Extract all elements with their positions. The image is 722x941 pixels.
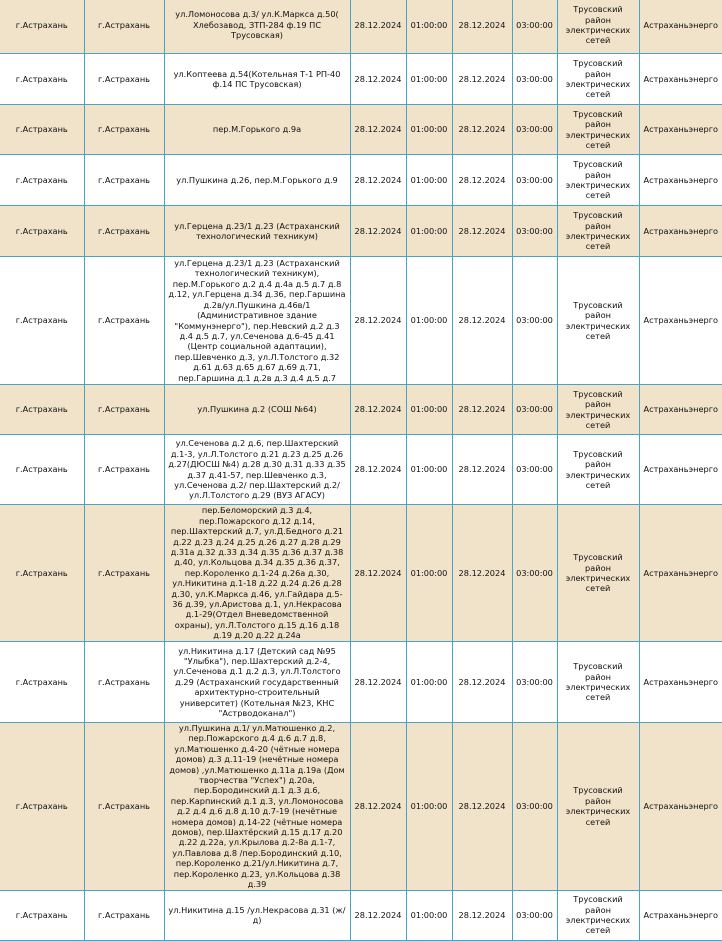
settlement-cell: г.Астрахань: [84, 505, 164, 642]
district-cell: Трусовский район электрических сетей: [557, 206, 639, 257]
end-time-cell: 03:00:00: [512, 435, 557, 505]
city-cell: г.Астрахань: [0, 0, 84, 54]
end-date-cell: 28.12.2024: [452, 206, 512, 257]
start-date-cell: 28.12.2024: [350, 642, 406, 723]
district-cell: Трусовский район электрических сетей: [557, 890, 639, 940]
city-cell: г.Астрахань: [0, 505, 84, 642]
settlement-cell: г.Астрахань: [84, 54, 164, 105]
start-time-cell: 01:00:00: [406, 105, 452, 155]
start-date-cell: 28.12.2024: [350, 890, 406, 940]
district-cell: Трусовский район электрических сетей: [557, 257, 639, 385]
end-date-cell: 28.12.2024: [452, 642, 512, 723]
end-time-cell: 03:00:00: [512, 206, 557, 257]
company-cell: Астраханьэнерго: [639, 435, 722, 505]
district-cell: Трусовский район электрических сетей: [557, 505, 639, 642]
settlement-cell: г.Астрахань: [84, 0, 164, 54]
district-cell: Трусовский район электрических сетей: [557, 105, 639, 155]
settlement-cell: г.Астрахань: [84, 206, 164, 257]
start-date-cell: 28.12.2024: [350, 505, 406, 642]
table-row: [0, 890, 722, 940]
address-cell: ул.Коптеева д.54(Котельная Т-1 РП-40 ф.14 ПС Трусовская): [164, 54, 350, 105]
company-cell: Астраханьэнерго: [639, 105, 722, 155]
end-time-cell: 03:00:00: [512, 0, 557, 54]
settlement-cell: г.Астрахань: [84, 642, 164, 723]
end-date-cell: 28.12.2024: [452, 385, 512, 435]
city-cell: г.Астрахань: [0, 206, 84, 257]
start-time-cell: 01:00:00: [406, 257, 452, 385]
city-cell: г.Астрахань: [0, 723, 84, 891]
end-time-cell: 03:00:00: [512, 505, 557, 642]
address-cell: ул.Пушкина д.2 (СОШ №64): [164, 385, 350, 435]
settlement-cell: г.Астрахань: [84, 890, 164, 940]
address-cell: ул.Герцена д.23/1 д.23 (Астраханский технологический техникум): [164, 206, 350, 257]
settlement-cell: г.Астрахань: [84, 105, 164, 155]
end-date-cell: 28.12.2024: [452, 155, 512, 206]
end-date-cell: 28.12.2024: [452, 54, 512, 105]
start-date-cell: 28.12.2024: [350, 723, 406, 891]
start-time-cell: 01:00:00: [406, 54, 452, 105]
company-cell: Астраханьэнерго: [639, 206, 722, 257]
start-date-cell: 28.12.2024: [350, 385, 406, 435]
start-date-cell: 28.12.2024: [350, 257, 406, 385]
city-cell: г.Астрахань: [0, 105, 84, 155]
settlement-cell: г.Астрахань: [84, 385, 164, 435]
table-row: [0, 435, 722, 505]
table-row: [0, 257, 722, 385]
table-row: [0, 505, 722, 642]
end-date-cell: 28.12.2024: [452, 723, 512, 891]
company-cell: Астраханьэнерго: [639, 723, 722, 891]
city-cell: г.Астрахань: [0, 385, 84, 435]
company-cell: Астраханьэнерго: [639, 155, 722, 206]
district-cell: Трусовский район электрических сетей: [557, 0, 639, 54]
end-time-cell: 03:00:00: [512, 257, 557, 385]
start-time-cell: 01:00:00: [406, 505, 452, 642]
district-cell: Трусовский район электрических сетей: [557, 54, 639, 105]
settlement-cell: г.Астрахань: [84, 155, 164, 206]
table-row: [0, 54, 722, 105]
district-cell: Трусовский район электрических сетей: [557, 155, 639, 206]
district-cell: Трусовский район электрических сетей: [557, 723, 639, 891]
settlement-cell: г.Астрахань: [84, 257, 164, 385]
table-row: [0, 105, 722, 155]
city-cell: г.Астрахань: [0, 155, 84, 206]
district-cell: Трусовский район электрических сетей: [557, 385, 639, 435]
start-time-cell: 01:00:00: [406, 155, 452, 206]
end-time-cell: 03:00:00: [512, 385, 557, 435]
district-cell: Трусовский район электрических сетей: [557, 642, 639, 723]
table-row: [0, 642, 722, 723]
start-date-cell: 28.12.2024: [350, 0, 406, 54]
address-cell: ул.Герцена д.23/1 д.23 (Астраханский технологический техникум), пер.М.Горького д.2 д.4 д.4а д.5 д.7 д.8 д.12, ул.Герцена д.34 д.36, пер.Гаршина д.2в/ул.Пушкина д.46в/1 (Административное здание "Коммунэнерго"), пер.Невский д.2 д.3 д.4 д.5 д.7, ул.Сеченова д.6-45 д.41 (Центр социальной адаптации), пер.Шевченко д.3, ул.Л.Толстого д.32 д.61 д.63 д.65 д.67 д.69 д.71, пер.Гаршина д.1 д.2в д.3 д.4 д.5 д.7: [164, 257, 350, 385]
start-time-cell: 01:00:00: [406, 385, 452, 435]
start-time-cell: 01:00:00: [406, 723, 452, 891]
start-time-cell: 01:00:00: [406, 0, 452, 54]
settlement-cell: г.Астрахань: [84, 723, 164, 891]
start-time-cell: 01:00:00: [406, 890, 452, 940]
end-date-cell: 28.12.2024: [452, 890, 512, 940]
start-time-cell: 01:00:00: [406, 642, 452, 723]
end-date-cell: 28.12.2024: [452, 105, 512, 155]
address-cell: пер.Беломорский д.3 д.4, пер.Пожарского д.12 д.14, пер.Шахтерский д.7, ул.Д.Бедного д.21 д.22 д.23 д.24 д.25 д.26 д.27 д.28 д.29 д.31а д.32 д.33 д.34 д.35 д.36 д.37 д.38 д.40, ул.Кольцова д.34 д.35 д.36 д.37, пер.Короленко д.1-24 д.26а д.30, ул.Никитина д.1-18 д.22 д.24 д.26 д.28 д.30, ул.К.Маркса д.46, ул.Гайдара д.5-36 д.39, ул.Аристова д.1, ул.Некрасова д.1-29(Отдел Вневедомственной охраны), ул.Л.Толстого д.15 д.16 д.18 д.19 д.20 д.22 д.24а: [164, 505, 350, 642]
start-time-cell: 01:00:00: [406, 206, 452, 257]
address-cell: ул.Пушкина д.1/ ул.Матюшенко д.2, пер.Пожарского д.4 д.6 д.7 д.8, ул.Матюшенко д.4-20 (чётные номера домов) д.3 д.11-19 (нечётные номера домов) ,ул.Матюшенко д.11а д.19а (Дом творчества "Успех") д.20а, пер.Бородинский д.1 д.3 д.6, пер.Карпинский д.1 д.3, ул.Ломоносова д.2 д.4 д.6 д.8 д.10 д.7-19 (нечётные номера домов) д.14-22 (чётные номера домов), пер.Шахтёрский д.15 д.17 д.20 д.22 д.22а, ул.Крылова д.2-8а д.1-7, ул.Павлова д.8 /пер.Бородинский д.10, пер.Короленко д.21/ул.Никитина д.7, пер.Короленко д.23, ул.Кольцова д.38 д.39: [164, 723, 350, 891]
start-date-cell: 28.12.2024: [350, 54, 406, 105]
address-cell: ул.Пушкина д.26, пер.М.Горького д.9: [164, 155, 350, 206]
address-cell: ул.Никитина д.15 /ул.Некрасова д.31 (ж/д): [164, 890, 350, 940]
start-date-cell: 28.12.2024: [350, 435, 406, 505]
table-row: [0, 155, 722, 206]
end-time-cell: 03:00:00: [512, 890, 557, 940]
city-cell: г.Астрахань: [0, 257, 84, 385]
address-cell: ул.Сеченова д.2 д.6, пер.Шахтерский д.1-3, ул.Л.Толстого д.21 д.23 д.25 д.26 д.27(ДЮСШ №4) д.28 д.30 д.31 д.33 д.35 д.37 д.41-57, пер.Шевченко д.3, ул.Сеченова д.2/ пер.Шахтерский д.2/ ул.Л.Толстого д.29 (ВУЗ АГАСУ): [164, 435, 350, 505]
end-date-cell: 28.12.2024: [452, 257, 512, 385]
address-cell: ул.Ломоносова д.3/ ул.К.Маркса д.50( Хлебозавод, ЗТП-284 ф.19 ПС Трусовская): [164, 0, 350, 54]
end-date-cell: 28.12.2024: [452, 0, 512, 54]
end-time-cell: 03:00:00: [512, 642, 557, 723]
table-row: [0, 385, 722, 435]
table-row: [0, 0, 722, 54]
address-cell: пер.М.Горького д.9а: [164, 105, 350, 155]
city-cell: г.Астрахань: [0, 642, 84, 723]
end-time-cell: 03:00:00: [512, 723, 557, 891]
start-date-cell: 28.12.2024: [350, 155, 406, 206]
end-time-cell: 03:00:00: [512, 54, 557, 105]
company-cell: Астраханьэнерго: [639, 890, 722, 940]
city-cell: г.Астрахань: [0, 890, 84, 940]
end-time-cell: 03:00:00: [512, 155, 557, 206]
start-time-cell: 01:00:00: [406, 435, 452, 505]
address-cell: ул.Никитина д.17 (Детский сад №95 "Улыбка"), пер.Шахтерский д.2-4, ул.Сеченова д.1 д.2 д.3, ул.Л.Толстого д.29 (Астраханский государственный архитектурно-строительный университет) (Котельная №23, КНС "Астрводоканал"): [164, 642, 350, 723]
district-cell: Трусовский район электрических сетей: [557, 435, 639, 505]
end-date-cell: 28.12.2024: [452, 505, 512, 642]
city-cell: г.Астрахань: [0, 435, 84, 505]
company-cell: Астраханьэнерго: [639, 54, 722, 105]
company-cell: Астраханьэнерго: [639, 385, 722, 435]
start-date-cell: 28.12.2024: [350, 206, 406, 257]
table-row: [0, 723, 722, 891]
company-cell: Астраханьэнерго: [639, 0, 722, 54]
table-row: [0, 206, 722, 257]
end-time-cell: 03:00:00: [512, 105, 557, 155]
company-cell: Астраханьэнерго: [639, 505, 722, 642]
end-date-cell: 28.12.2024: [452, 435, 512, 505]
settlement-cell: г.Астрахань: [84, 435, 164, 505]
city-cell: г.Астрахань: [0, 54, 84, 105]
start-date-cell: 28.12.2024: [350, 105, 406, 155]
company-cell: Астраханьэнерго: [639, 642, 722, 723]
company-cell: Астраханьэнерго: [639, 257, 722, 385]
